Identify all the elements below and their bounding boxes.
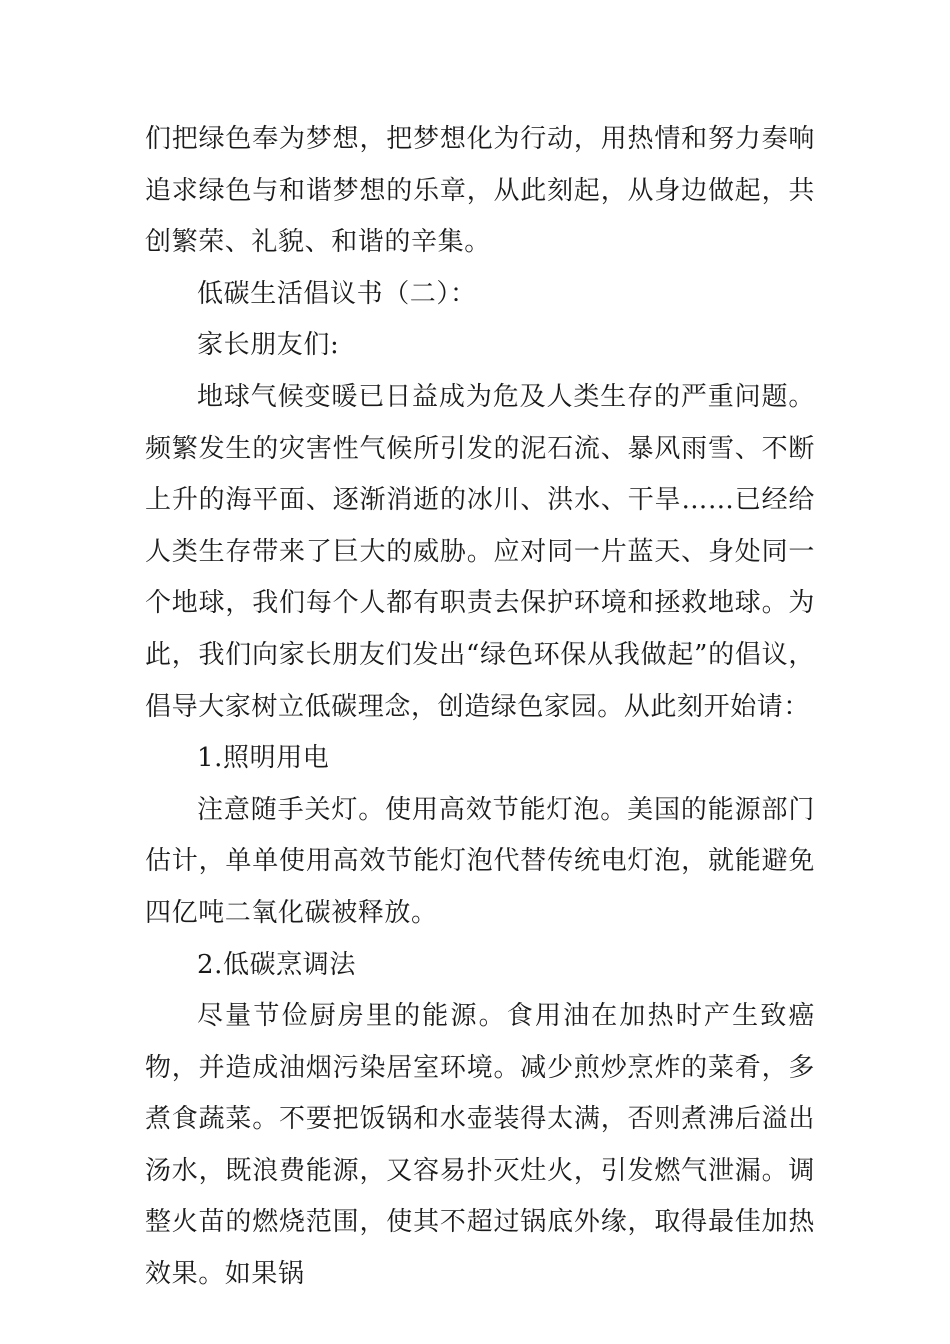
paragraph-cooking: 尽量节俭厨房里的能源。食用油在加热时产生致癌物，并造成油烟污染居室环境。减少煎炒烹炸的菜肴，多煮食蔬菜。不要把饭锅和水壶装得太满，否则煮沸后溢出汤水，既浪费能源，又容易扑灭灶火，引发燃气泄漏。调整火苗的燃烧范围，使其不超过锅底外缘，取得最佳加热效果。如果锅 bbox=[145, 1001, 815, 1290]
salutation: 家长朋友们: bbox=[197, 330, 340, 361]
document-body bbox=[145, 114, 815, 1301]
section-heading: 低碳生活倡议书（二）： bbox=[197, 278, 477, 309]
item-heading-lighting: 1.照明用电 bbox=[197, 743, 330, 774]
paragraph-continuation: 们把绿色奉为梦想，把梦想化为行动，用热情和努力奏响追求绿色与和谐梦想的乐章，从此刻起，从身边做起，共创繁荣、礼貌、和谐的辛集。 bbox=[145, 124, 815, 258]
paragraph-lighting: 注意随手关灯。使用高效节能灯泡。美国的能源部门估计，单单使用高效节能灯泡代替传统电灯泡，就能避免四亿吨二氧化碳被释放。 bbox=[145, 794, 815, 928]
paragraph-intro: 地球气候变暖已日益成为危及人类生存的严重问题。频繁发生的灾害性气候所引发的泥石流、暴风雨雪、不断上升的海平面、逐渐消逝的冰川、洪水、干旱……已经给人类生存带来了巨大的威胁。应对同一片蓝天、身处同一个地球，我们每个人都有职责去保护环境和拯救地球。为此，我们向家长朋友们发出“绿色环保从我做起”的倡议，倡导大家树立低碳理念，创造绿色家园。从此刻开始请： bbox=[145, 381, 815, 722]
item-heading-cooking: 2.低碳烹调法 bbox=[197, 949, 357, 980]
